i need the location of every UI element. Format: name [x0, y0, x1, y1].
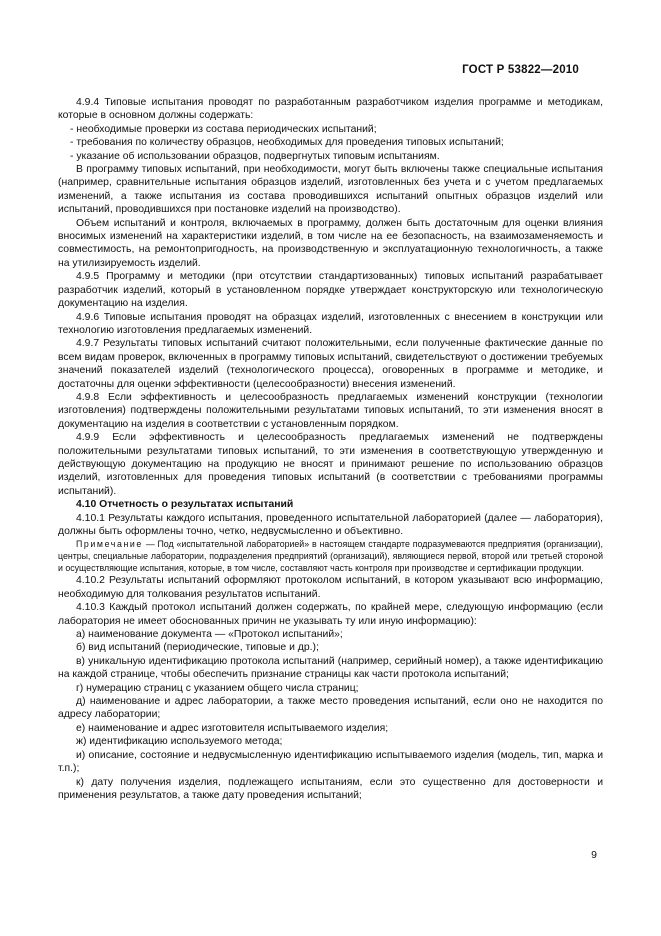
paragraph-4-10-2: 4.10.2 Результаты испытаний оформляют протоколом испытаний, в котором указывают всю информацию, необходимую для толкования результатов испытаний.	[58, 575, 603, 600]
list-item: г) нумерацию страниц с указанием общего числа страниц;	[76, 682, 359, 694]
page-number: 9	[591, 849, 597, 861]
section-heading-4-10: 4.10 Отчетность о результатах испытаний	[76, 499, 294, 511]
list-item: и) описание, состояние и недвусмысленную идентификацию испытываемого изделия (модель, тип, марка и т.п.);	[58, 749, 603, 775]
document-body	[58, 96, 603, 802]
list-item: в) уникальную идентификацию протокола испытаний (например, серийный номер), а также идентификацию на каждой странице, чтобы обеспечить признание страницы как части протокола испытаний;	[58, 655, 603, 681]
list-item: е) наименование и адрес изготовителя испытываемого изделия;	[76, 722, 389, 734]
paragraph-scope: Объем испытаний и контроля, включаемых в программу, должен быть достаточным для оценки влияния вносимых изменений на характеристики изделий, в том числе на ее безопасность, на взаимозаменяемость и совместимость, на ремонтопригодность, на производственную и эксплуатационную технологичность, а также на утилизируемость изделий.	[58, 217, 603, 269]
list-item: ж) идентификацию используемого метода;	[76, 736, 283, 748]
paragraph-4-9-8: 4.9.8 Если эффективность и целесообразность предлагаемых изменений конструкции (технологии изготовления) подтверждены положительными результатами типовых испытаний, то эти изменения вносят в документацию на изделия в соответствии с установленным порядком.	[58, 391, 603, 430]
paragraph-program: В программу типовых испытаний, при необходимости, могут быть включены также специальные испытания (например, сравнительные испытания образцов изделий, изготовленных без учета и с учетом предлагаемых изменений, а также испытания из состава проводившихся испытаний опытных образцов изделий или испытаний, проводившихся при постановке изделий на производство).	[58, 164, 603, 216]
note	[58, 538, 603, 574]
dash-item: - требования по количеству образцов, необходимых для проведения типовых испытаний;	[70, 137, 504, 149]
paragraph-4-9-7: 4.9.7 Результаты типовых испытаний считают положительными, если полученные фактические данные по всем видам проверок, включенных в программу типовых испытаний, свидетельствуют о достижении требуемых значений показателей изделий (технологического процесса), оговоренных в программе и методике, и достаточны для оценки эффективности (целесообразности) внесения изменений.	[58, 338, 603, 390]
list-item: б) вид испытаний (периодические, типовые и др.);	[76, 642, 319, 654]
list-item: д) наименование и адрес лаборатории, а также место проведения испытаний, если оно не находится по адресу лаборатории;	[58, 696, 603, 721]
note-text: — Под «испытательной лабораторией» в настоящем стандарте подразумеваются предприятия (организации), центры, специальные лаборатории, подразделения предприятий (организаций), являющиеся первой, второй или третьей стороной и осуществляющие испытания, которые, в том числе, составляют часть контроля при производстве и сертификации продукции.	[58, 539, 603, 574]
paragraph-4-9-9: 4.9.9 Если эффективность и целесообразность предлагаемых изменений не подтверждены положительными результатами типовых испытаний, то эти изменения в соответствующую утвержденную и действующую документацию на продукцию не вносят и принимают решение по использованию образцов изделий, изготовленных для проведения типовых испытаний (в соответствии с требованиями программы испытаний).	[58, 432, 603, 497]
paragraph-4-9-4: 4.9.4 Типовые испытания проводят по разработанным разработчиком изделия программе и методикам, которые в основном должны содержать:	[58, 97, 603, 122]
list-item: к) дату получения изделия, подлежащего испытаниям, если это существенно для достоверности и применения результатов, а также дату проведения испытаний;	[58, 776, 603, 801]
paragraph-4-10-1: 4.10.1 Результаты каждого испытания, проведенного испытательной лабораторией (далее — лаборатория), должны быть оформлены точно, четко, недвусмысленно и объективно.	[58, 512, 603, 537]
document-id: ГОСТ Р 53822—2010	[462, 64, 579, 76]
note-label: Примечание	[76, 539, 143, 550]
dash-item: - указание об использовании образцов, подвергнутых типовым испытаниям.	[70, 150, 440, 162]
dash-item: - необходимые проверки из состава периодических испытаний;	[70, 123, 377, 135]
paragraph-4-10-3: 4.10.3 Каждый протокол испытаний должен содержать, по крайней мере, следующую информацию (если лаборатория не имеет обоснованных причин не указывать ту или иную информацию):	[58, 602, 603, 627]
paragraph-4-9-6: 4.9.6 Типовые испытания проводят на образцах изделий, изготовленных с внесением в конструкции или технологию изготовления предлагаемых изменений.	[58, 311, 603, 336]
list-item: а) наименование документа — «Протокол испытаний»;	[76, 629, 343, 641]
paragraph-4-9-5: 4.9.5 Программу и методики (при отсутствии стандартизованных) типовых испытаний разрабатывает разработчик изделий, который в установленном порядке утверждает конструкторскую или технологическую документацию на изделия.	[58, 271, 603, 310]
